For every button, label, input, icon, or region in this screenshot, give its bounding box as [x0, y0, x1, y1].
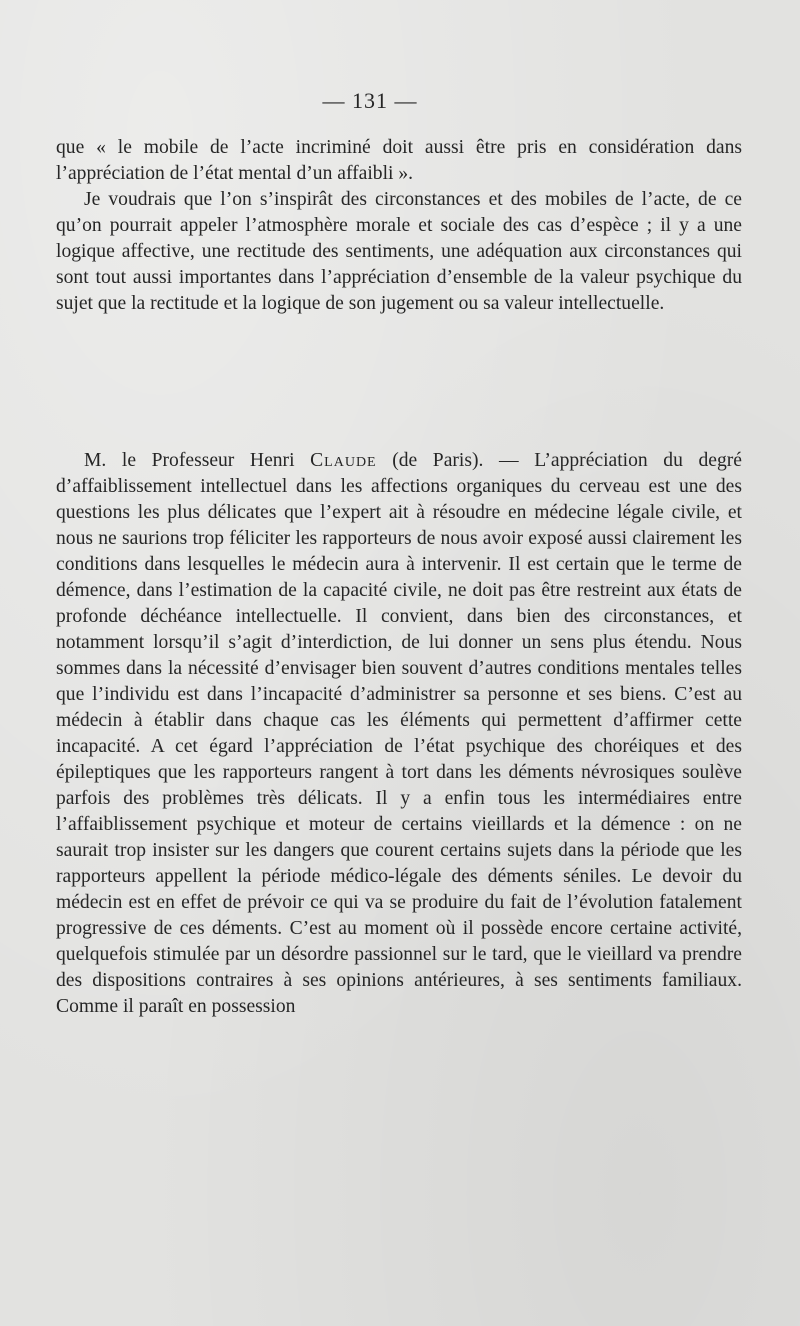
paragraph-opinion: Je voudrais que l’on s’inspirât des circonstances et des mobiles de l’acte, de ce qu’on pourrait appeler l’atmosphère morale et sociale des cas d’espèce ; il y a une logique affective, une rectitude des sentiments, une adéquation aux circonstances qui sont tout aussi importantes dans l’appréciation d’ensemble de la valeur psychique du sujet que la rectitude et la logique de son jugement ou sa valeur intellectuelle. — [56, 189, 742, 314]
speaker-suffix: (de Paris). — — [376, 450, 535, 471]
speaker-name: Claude — [310, 450, 377, 471]
intervention-text: L’appréciation du degré d’affaiblissement intellectuel dans les affections organiques du cerveau est une des questions les plus délicates que l’expert ait à résoudre en médecine légale civile, et nous ne saurions trop féliciter les rapporteurs de nous avoir exposé aussi clairement les conditions dans lesquelles le médecin aura à intervenir. Il est certain que le terme de démence, dans l’estimation de la capacité civile, ne doit pas être restreint aux états de profonde déchéance intellectuelle. Il convient, dans bien des circonstances, et notamment lorsqu’il s’agit d’interdiction, de lui donner un sens plus étendu. Nous sommes dans la nécessité d’envisager bien souvent d’autres conditions mentales telles que l’individu est dans l’incapacité d’administrer sa personne et ses biens. C’est au médecin à établir dans chaque cas les éléments qui permettent d’affirmer cette incapacité. A cet égard l’appréciation de l’état psychique des choréiques et des épileptiques que les rapporteurs rangent à tort dans les déments névrosiques soulève parfois des problèmes très délicats. Il y a enfin tous les intermédiaires entre l’affaiblissement psychique et moteur de certains vieillards et la démence : on ne saurait trop insister sur les dangers que courent certains sujets dans la période que les rapporteurs appellent la période médico-légale des déments séniles. Le devoir du médecin est en effet de prévoir ce qui va se produire du fait de l’évolution fatalement progressive de ces déments. C’est au moment où il possède encore certaine activité, quelquefois stimulée par un désordre passionnel sur le tard, que le vieillard va prendre des dispositions contraires à ses opinions antérieures, à ses sentiments familiaux. Comme il paraît en possession — [56, 450, 742, 1017]
paragraph-continuation: que « le mobile de l’acte incriminé doit aussi être pris en considération dans l’appréciation de l’état mental d’un affaibli ». — [56, 137, 742, 184]
paragraph-group-top — [56, 135, 742, 317]
page-number: — 131 — — [322, 88, 418, 113]
paragraph-intervention — [56, 448, 742, 1020]
speaker-prefix: M. le Professeur Henri — [84, 450, 311, 471]
paragraph-group-intervention — [56, 448, 742, 1020]
